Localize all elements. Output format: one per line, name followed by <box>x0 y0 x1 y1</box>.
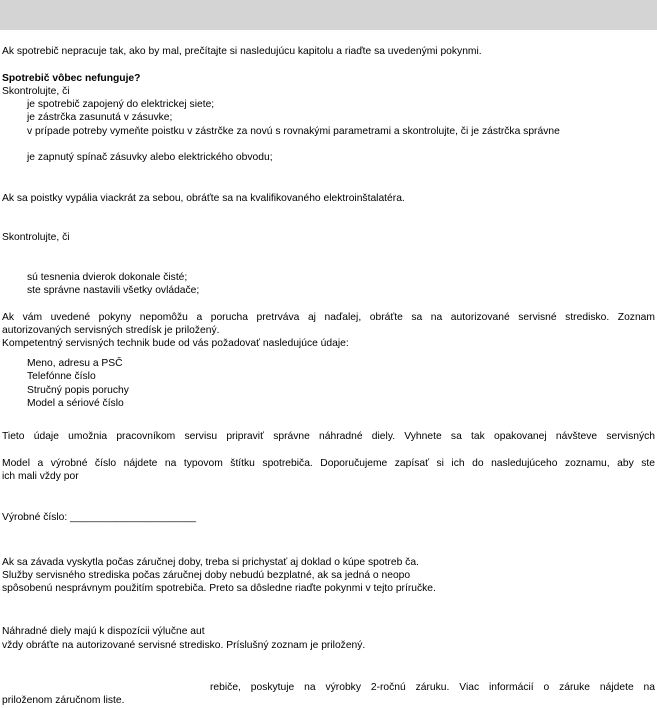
spare-parts-line: Náhradné diely majú k dispozícii výlučne aut <box>2 626 205 637</box>
parts-note: Tieto údaje umožnia pracovníkom servisu pripraviť správne náhradné diely. Vyhnete sa tak opakovanej návšteve servisných <box>2 431 655 442</box>
required-info-item: Telefónne číslo <box>27 371 96 382</box>
required-info-item: Model a sériové číslo <box>27 398 124 409</box>
check-item: je spotrebič zapojený do elektrickej siete; <box>27 99 215 110</box>
required-info-item: Stručný popis poruchy <box>27 385 129 396</box>
guarantee-line: rebiče, poskytuje na výrobky 2-ročnú záruku. Viac informácií o záruke nájdete na <box>210 682 655 693</box>
fuse-note: Ak sa poistky vypália viackrát za sebou, obráťte sa na kvalifikovaného elektroinštalatéra. <box>2 193 405 204</box>
service-paragraph-line: Kompetentný servisných technik bude od vás požadovať nasledujúce údaje: <box>2 338 349 349</box>
warranty-line: Ak sa závada vyskytla počas záručnej doby, treba si prichystať aj doklad o kúpe spotreb ča. <box>2 557 419 568</box>
check-item: ste správne nastavili všetky ovládače; <box>27 285 200 296</box>
check-item: je zástrčka zasunutá v zásuvke; <box>27 112 173 123</box>
header-bar <box>0 0 657 30</box>
check-label: Skontrolujte, či <box>2 232 70 243</box>
required-info-item: Meno, adresu a PSČ <box>27 358 123 369</box>
warranty-line: spôsobenú nesprávnym použitím spotrebiča. Preto sa dôsledne riaďte pokynmi v tejto príručke. <box>2 583 436 594</box>
service-paragraph-line: Ak vám uvedené pokyny nepomôžu a porucha pretrváva aj naďalej, obráťte sa na autorizované servisné stredisko. Zoznam <box>2 312 655 323</box>
model-note-line: Model a výrobné číslo nájdete na typovom štítku spotrebiča. Doporučujeme zapísať si ich do nasledujúceho zoznamu, aby ste <box>2 458 655 469</box>
check-item: v prípade potreby vymeňte poistku v zástrčke za novú s rovnakými parametrami a skontrolujte, či je zástrčka správne <box>27 126 560 137</box>
check-label: Skontrolujte, či <box>2 86 70 97</box>
model-note-line: ich mali vždy por <box>2 471 79 482</box>
check-item: sú tesnenia dvierok dokonale čisté; <box>27 272 188 283</box>
check-item: je zapnutý spínač zásuvky alebo elektrického obvodu; <box>27 152 273 163</box>
section-heading: Spotrebič vôbec nefunguje? <box>2 73 141 84</box>
serial-number-field: Výrobné číslo: ______________________ <box>2 512 197 523</box>
warranty-line: Služby servisného strediska počas záručnej doby nebudú bezplatné, ak sa jedná o neopo <box>2 570 411 581</box>
intro-text: Ak spotrebič nepracuje tak, ako by mal, prečítajte si nasledujúcu kapitolu a riaďte sa uvedenými pokynmi. <box>2 46 482 57</box>
spare-parts-line: vždy obráťte na autorizované servisné stredisko. Príslušný zoznam je priložený. <box>2 640 366 651</box>
guarantee-line: priloženom záručnom liste. <box>2 695 125 706</box>
service-paragraph-line: autorizovaných servisných stredísk je priložený. <box>2 325 220 336</box>
